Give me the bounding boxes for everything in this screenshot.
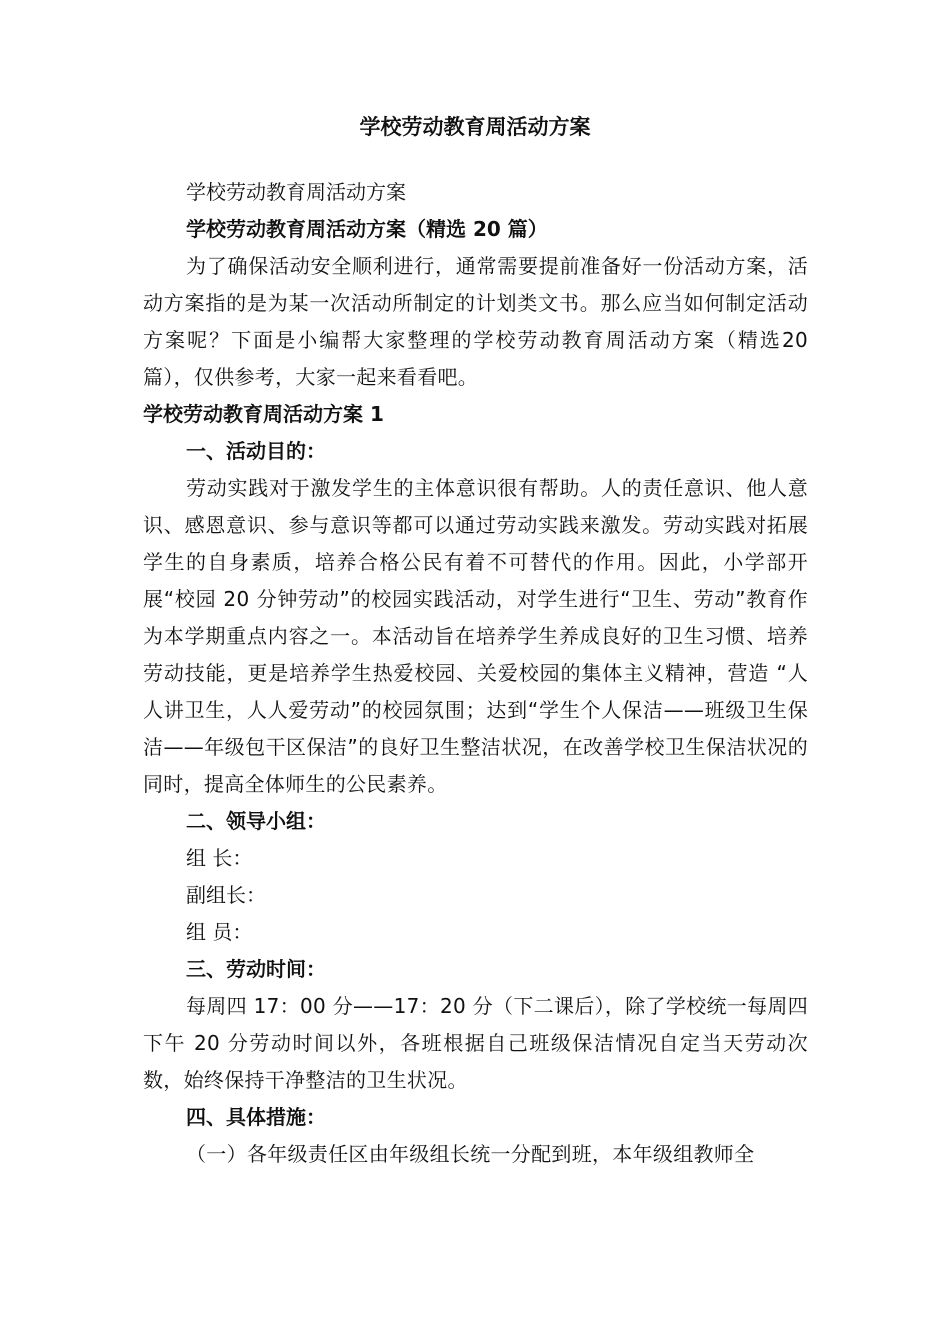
section-heading-purpose: 一、活动目的： — [186, 439, 326, 463]
deputy-leader-line: 副组长： — [186, 883, 266, 907]
intro-paragraph: 为了确保活动安全顺利进行，通常需要提前准备好一份活动方案，活动方案指的是为某一次活动所制定的计划类文书。那么应当如何制定活动方案呢？下面是小编帮大家整理的学校劳动教育周活动方案（精选20 篇），仅供参考，大家一起来看看吧。 — [143, 254, 808, 389]
section-body-time: 每周四 17：00 分——17：20 分（下二课后），除了学校统一每周四下午 20 分劳动时间以外，各班根据自己班级保洁情况自定当天劳动次数，始终保持干净整洁的卫生状况。 — [143, 994, 808, 1092]
member-line: 组 员： — [186, 920, 253, 944]
subtitle: 学校劳动教育周活动方案 — [186, 180, 406, 204]
section-heading-time: 三、劳动时间： — [186, 957, 326, 981]
leader-line: 组 长： — [186, 846, 253, 870]
section-heading-measures: 四、具体措施： — [186, 1105, 326, 1129]
section-heading-leadership: 二、领导小组： — [186, 809, 326, 833]
section-body-measures: （一）各年级责任区由年级组长统一分配到班，本年级组教师全 — [186, 1142, 755, 1166]
subtitle-bold: 学校劳动教育周活动方案（精选 20 篇） — [186, 217, 548, 241]
document-title: 学校劳动教育周活动方案 — [359, 115, 591, 139]
plan-heading: 学校劳动教育周活动方案 1 — [143, 402, 384, 426]
document-body — [143, 174, 808, 1173]
section-body-purpose: 劳动实践对于激发学生的主体意识很有帮助。人的责任意识、他人意识、感恩意识、参与意识等都可以通过劳动实践来激发。劳动实践对拓展学生的自身素质，培养合格公民有着不可替代的作用。因此，小学部开展“校园 20 分钟劳动”的校园实践活动，对学生进行“卫生、劳动”教育作为本学期重点内容之一。本活动旨在培养学生养成良好的卫生习惯、培养劳动技能，更是培养学生热爱校园、关爱校园的集体主义精神，营造 “人人讲卫生，人人爱劳动”的校园氛围；达到“学生个人保洁——班级卫生保洁——年级包干区保洁”的良好卫生整洁状况，在改善学校卫生保洁状况的同时，提高全体师生的公民素养。 — [143, 476, 808, 796]
